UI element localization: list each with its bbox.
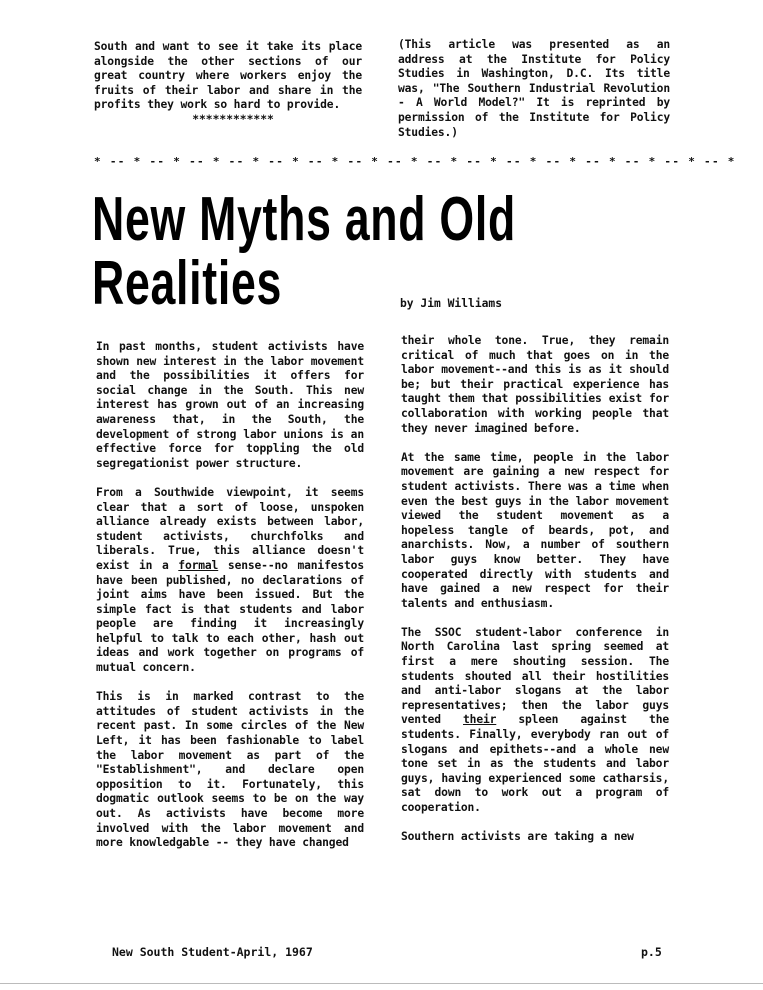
paragraph: In past months, student activists have shown new interest in the labor movement and the possibilities it offers for social change in the South. This new interest has grown out of an increasing awareness that, in the South, the development of strong labor unions is an effective force for toppling the old segregationist power structure.	[96, 340, 364, 470]
underlined-word: formal	[178, 558, 219, 572]
article-column-right	[401, 334, 669, 859]
paragraph: their whole tone. True, they remain critical of much that goes on in the labor movement--and this is as it should be; but their practical experience has taught them that possibilities exist for collaboration with working people that they never imagined before.	[401, 334, 669, 435]
paragraph: At the same time, people in the labor movement are gaining a new respect for student activists. There was a time when even the best guys in the labor movement viewed the student movement as a hopeless tangle of beards, pot, and anarchists. Now, a number of southern labor guys know better. They have cooperated directly with students and have gained a new respect for their talents and enthusiasm.	[401, 450, 669, 610]
article-column-left	[96, 340, 364, 865]
star-divider: * -- * -- * -- * -- * -- * -- * -- * -- * -- * -- * -- * -- * -- * -- * -- * -- *	[94, 155, 736, 168]
paragraph	[96, 486, 364, 676]
title-line-2: Realities	[92, 249, 283, 318]
editor-note-text: (This article was presented as an address at the Institute for Policy Studies in Washington, D.C. Its title was, "The Southern Industrial Revolution - A World Model?" It is reprinted by permission of the Institute for Policy Studies.)	[398, 38, 670, 139]
continued-text-top-left	[94, 40, 362, 142]
paragraph-text: spleen against the students. Finally, everybody ran out of slogans and epithets--and a whole new tone set in as the students and labor guys, having experienced some catharsis, sat down to work out a program of cooperation.	[401, 713, 670, 814]
underlined-word: their	[463, 713, 497, 727]
continued-paragraph: South and want to see it take its place alongside the other sections of our great country where workers enjoy the fruits of their labor and share in the profits they work so hard to provide.	[94, 40, 362, 112]
paragraph-text: sense--no manifestos have been published, no declarations of joint aims have been issued. But the simple fact is that students and labor people are finding it increasingly helpful to talk to each other, hash out ideas and work together on programs of mutual concern.	[96, 558, 364, 675]
paragraph: Southern activists are taking a new	[401, 830, 634, 844]
publication-footer: New South Student-April, 1967	[112, 945, 313, 959]
title-line-1: New Myths and Old	[92, 185, 516, 254]
scan-edge-line	[0, 983, 763, 984]
page-number: p.5	[641, 945, 662, 959]
editor-note	[398, 38, 670, 155]
paragraph-text: From a Southwide viewpoint, it seems clear that a sort of loose, unspoken alliance already exists between labor, student activists, churchfolks and liberals. True, this alliance doesn't exist in a	[96, 485, 364, 572]
paragraph	[401, 626, 669, 816]
section-stars: ************	[192, 112, 274, 126]
byline: by Jim Williams	[400, 297, 503, 310]
paragraph: This is in marked contrast to the attitudes of student activists in the recent past. In some circles of the New Left, it has been fashionable to label the labor movement as part of the "Establishment", and declare open opposition to it. Fortunately, this dogmatic outlook seems to be on the way out. As activists have become more involved with the labor movement and more knowledgable -- they have changed	[96, 690, 364, 850]
paragraph-text: The SSOC student-labor conference in North Carolina last spring seemed at first a mere shouting session. The students shouted all their hostilities and anti-labor slogans at the labor representatives; then the labor guys vented	[401, 625, 669, 727]
